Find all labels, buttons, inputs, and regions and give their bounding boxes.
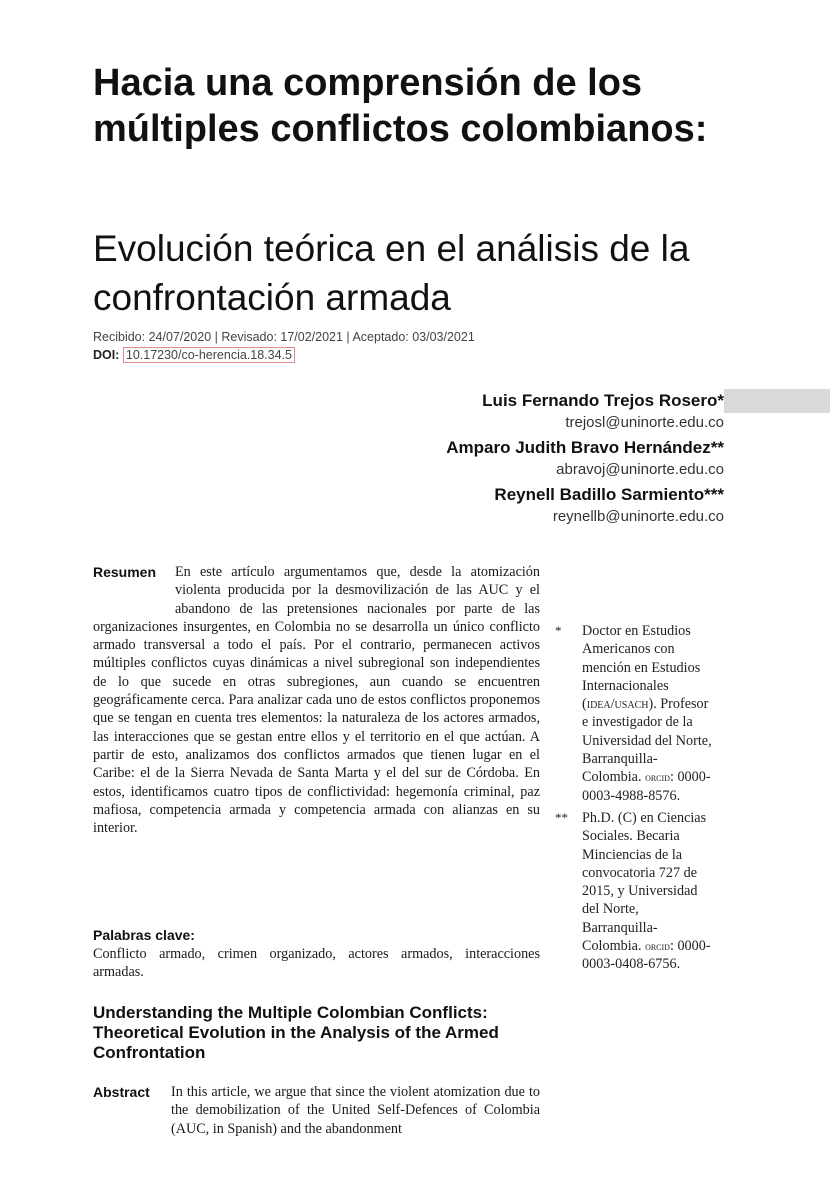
abstract-label: Abstract xyxy=(93,1084,150,1100)
author-name-1: Luis Fernando Trejos Rosero* xyxy=(482,391,724,410)
footnote-1-text-b: ). Profesor e investigador de la Universidad del Norte, Barranquilla-Colombia. xyxy=(582,696,712,786)
keywords-text: Conflicto armado, crimen organizado, actores armados, interacciones armadas. xyxy=(93,946,540,981)
footnote-1-orcid-value: : 0000-0003-4988-8576. xyxy=(582,769,711,804)
doi-label: DOI: xyxy=(93,348,120,362)
article-title: Hacia una comprensión de los múltiples conflictos colombianos: xyxy=(93,62,708,150)
english-title: Understanding the Multiple Colombian Conflicts: Theoretical Evolution in the Analysis of the Armed Confrontation xyxy=(93,1003,499,1062)
footnote-1-institution: idea/usach xyxy=(586,696,649,713)
footnote-2-orcid-label: orcid xyxy=(645,939,670,954)
author-email-3[interactable]: reynellb@uninorte.edu.co xyxy=(552,508,724,525)
footnotes xyxy=(555,622,715,978)
author-name-3: Reynell Badillo Sarmiento*** xyxy=(494,485,724,504)
keywords-label: Palabras clave: xyxy=(93,927,195,943)
footnote-mark-1: * xyxy=(555,623,562,638)
review-dates: Recibido: 24/07/2020 | Revisado: 17/02/2021 | Aceptado: 03/03/2021 xyxy=(93,330,475,344)
footnote-2-orcid-value: : 0000-0003-0408-6756. xyxy=(582,938,711,973)
doi-line xyxy=(93,348,295,362)
decorative-gray-bar xyxy=(724,389,830,413)
footnote-2-text-a: Ph.D. (C) en Ciencias Sociales. Becaria Minciencias de la convocatoria 727 de 2015, y Universidad del Norte, Barranquilla-Colombia. xyxy=(582,809,707,955)
article-subtitle: Evolución teórica en el análisis de la confrontación armada xyxy=(93,228,690,318)
abstract-text: In this article, we argue that since the violent atomization due to the demobilization of the United Self-Defences of Colombia (AUC, in Spanish) and the abandonment xyxy=(171,1084,540,1137)
author-name-2: Amparo Judith Bravo Hernández** xyxy=(446,438,724,457)
resumen-label: Resumen xyxy=(93,564,157,580)
author-email-2[interactable]: abravoj@uninorte.edu.co xyxy=(556,461,724,478)
abstract-block xyxy=(93,1083,540,1138)
author-email-1[interactable]: trejosl@uninorte.edu.co xyxy=(565,414,724,431)
footnote-2 xyxy=(555,809,715,974)
footnote-1-orcid-label: orcid xyxy=(645,770,670,785)
footnote-1 xyxy=(555,622,715,805)
author-list xyxy=(446,390,724,531)
doi-link[interactable]: 10.17230/co-herencia.18.34.5 xyxy=(123,347,295,363)
footnote-mark-2: ** xyxy=(555,809,568,825)
footnote-1-text-a: Doctor en Estudios Americanos con mención en Estudios Internacionales ( xyxy=(582,623,701,713)
resumen-block xyxy=(93,563,540,837)
resumen-text: En este artículo argumentamos que, desde la atomización violenta producida por la desmovilización de las AUC y el abandono de las pretensiones nacionales por parte de las organizaciones insurgentes, en Colombia no se desarrolla un único conflicto armado transversal a todo el país. Por el contrario, permanecen activos múltiples conflictos cuyas dinámicas a nivel subregional son independientes de lo que sucede en otras subregiones, aun cuando se encuentren geográficamente cerca. Para analizar cada uno de estos conflictos proponemos que se tengan en cuenta tres elementos: la naturaleza de los actores armados, las interacciones que se gestan entre ellos y el territorio en el que actúan. A partir de esto, analizamos dos conflictos armados que tienen lugar en el Caribe: el de la Sierra Nevada de Santa Marta y el del sur de Córdoba. En estos, identificamos cuatro tipos de conflictividad: hegemonía criminal, paz mafiosa, competencia armada y competencia armada con alianzas en su interior. xyxy=(93,564,540,837)
